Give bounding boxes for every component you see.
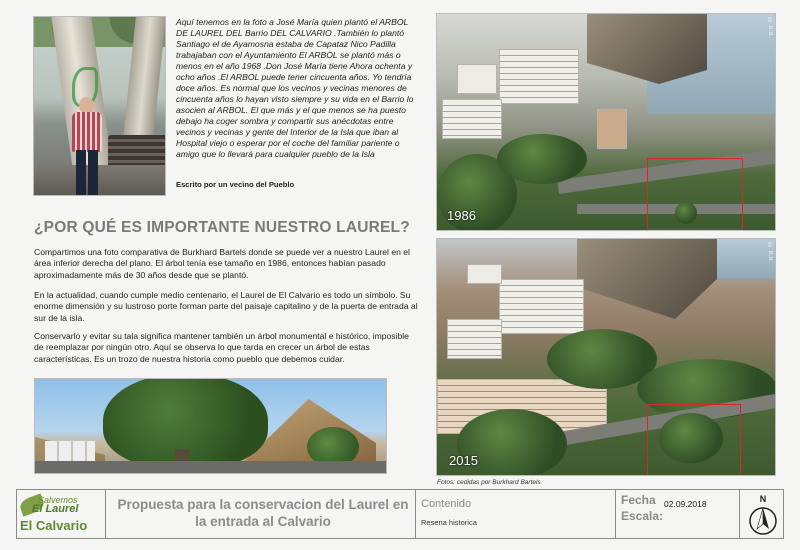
divider <box>415 490 416 538</box>
building <box>442 99 502 139</box>
man-shirt <box>72 112 102 152</box>
logo <box>18 491 104 537</box>
paragraph: Compartimos una foto comparativa de Burkhard Bartels donde se puede ver a nuestro Laurel en el área inferior derecha del plano. El árbol tenía ese tamaño en 1986, entonces habían pasado aproximadamente más de 30 años desde que se plantó. <box>34 247 410 280</box>
year-label-2015: 2015 <box>449 453 478 468</box>
contenido-label: Contenido <box>421 498 472 510</box>
photo-jose-maria <box>33 16 166 196</box>
intro-text: Aquí tenemos en la foto a José María quien plantó el ARBOL DE LAUREL DEL Barrio DEL CALVARIO .También lo plantó Santiago el de Ayamosna estaba de Capataz Nico Padilla trabajaban con el Ayuntamiento El ARBOL se plantó más o menos en el año 1968 .Don José María tiene Ahora ochenta y ocho años .El ARBOL puede tener cincuenta años. Yo tendría doce años. Es normal que los vecinos y vecinas menores de cincuenta años lo hayan visto siempre y su vida en el Barrio lo asocien al ARBOL. El que más y el que menos se ha puesto debajo ha coger sombra y compartir sus anécdotas entre vecinos y vecinas y gente del Interior de la Isla que iban al Hospital viejo o esperar por el coche del familiar pariente o amigo que lo llevará para cualquier pueblo de la Isla <box>176 17 414 159</box>
divider <box>105 490 106 538</box>
bench <box>108 135 166 169</box>
photo-copyright: © B.B. <box>767 243 773 263</box>
title-block <box>16 489 784 539</box>
tree <box>497 134 587 184</box>
paragraph: En la actualidad, cuando cumple medio centenario, el Laurel de El Calvario es todo un símbolo. Su enorme dimensión y su lustroso porte forman parte del paisaje capitalino y de la puerta de entrada al sur de la isla. <box>34 290 418 323</box>
building <box>447 319 502 359</box>
houses <box>45 441 95 463</box>
divider <box>615 490 616 538</box>
road <box>35 461 386 473</box>
cliff <box>577 239 717 319</box>
laurel-highlight-box <box>647 158 743 230</box>
photo-laurel-panorama <box>34 378 387 474</box>
building <box>499 49 579 104</box>
fecha-value: 02.09.2018 <box>664 499 707 509</box>
photo-2015 <box>436 238 776 476</box>
building <box>597 109 627 149</box>
building <box>499 279 584 334</box>
photo-copyright: © B.B. <box>767 18 773 38</box>
project-title: Propuesta para la conservacion del Laurel en la entrada al Calvario <box>117 497 409 529</box>
ground <box>34 165 165 195</box>
fecha-label: Fecha <box>621 493 656 507</box>
section-heading: ¿POR QUÉ ES IMPORTANTE NUESTRO LAUREL? <box>34 219 410 236</box>
logo-text-mid: El Laurel <box>32 503 79 515</box>
year-label-1986: 1986 <box>447 208 476 223</box>
author-note: Escrito por un vecino del Pueblo <box>176 180 295 189</box>
divider <box>739 490 740 538</box>
paragraph: Conservarlo y evitar su tala significa mantener también un árbol monumental e histórico, imposible de reemplazar por ningún otro. Aquí se observa lo que tarda en crecer un árbol de estas características. Es un trozo de nuestra historia como pueblo que debemos cuidar. <box>34 331 409 364</box>
cliff <box>587 14 707 84</box>
north-arrow-icon <box>745 493 781 537</box>
building <box>467 264 502 284</box>
man-legs <box>76 150 98 195</box>
north-label: N <box>759 494 767 504</box>
photo-credit: Fotos: cedidas por Burkhard Bartels <box>437 479 541 486</box>
logo-text-top: Salvemos <box>38 495 78 505</box>
laurel-highlight-box <box>647 404 741 476</box>
photo-1986 <box>436 13 776 231</box>
building <box>457 64 497 94</box>
contenido-value: Resena historica <box>421 518 477 527</box>
escala-label: Escala: <box>621 509 664 523</box>
logo-text-bottom: El Calvario <box>20 518 88 533</box>
